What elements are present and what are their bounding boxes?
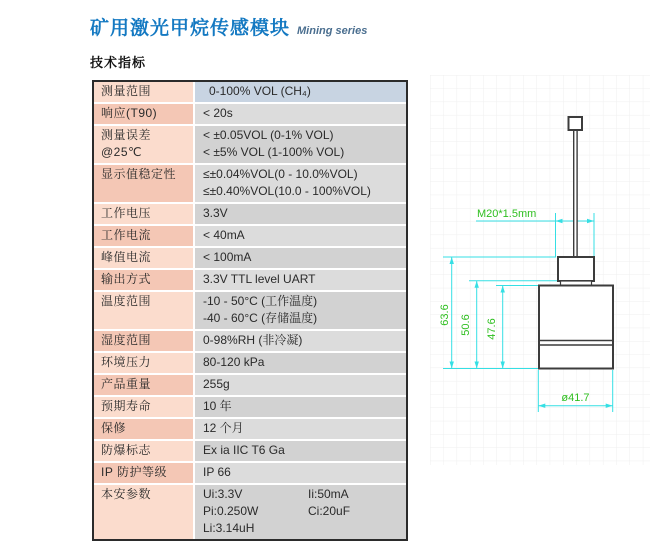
drawing-grid bbox=[430, 75, 650, 465]
dimension-drawing bbox=[430, 75, 650, 465]
mid-height-dim-label: 50.6 bbox=[460, 314, 472, 336]
spec-row bbox=[94, 268, 406, 290]
spec-value-line: 3.3V bbox=[203, 206, 228, 220]
spec-table bbox=[92, 80, 408, 541]
spec-value-line bbox=[203, 503, 404, 520]
spec-value-cell bbox=[195, 397, 406, 417]
spec-value-cell bbox=[195, 331, 406, 351]
spec-label-cell: 响应(T90) bbox=[94, 104, 195, 124]
header bbox=[90, 13, 367, 40]
spec-row bbox=[94, 202, 406, 224]
spec-value-part: Pi:0.250W bbox=[203, 504, 259, 518]
series-label: Mining series bbox=[297, 25, 368, 37]
sensor-body bbox=[539, 286, 613, 369]
spec-label-cell: 测量误差@25℃ bbox=[94, 126, 195, 163]
spec-value-cell bbox=[195, 248, 406, 268]
spec-label-cell: 工作电压 bbox=[94, 204, 195, 224]
spec-label-cell: 预期寿命 bbox=[94, 397, 195, 417]
thread-dim-label: M20*1.5mm bbox=[477, 208, 537, 220]
spec-row bbox=[94, 461, 406, 483]
spec-value-cell bbox=[195, 204, 406, 224]
spec-value-cell bbox=[195, 270, 406, 290]
spec-value-part: Ii:50mA bbox=[308, 487, 349, 501]
spec-value-cell bbox=[195, 126, 406, 163]
sensor-dimension-svg bbox=[430, 75, 650, 465]
spec-row bbox=[94, 163, 406, 202]
spec-label-cell: 测量范围 bbox=[94, 82, 195, 102]
spec-value-line: 12 个月 bbox=[203, 421, 244, 435]
spec-row bbox=[94, 290, 406, 329]
spec-value-cell bbox=[195, 419, 406, 439]
body-height-dim-label: 47.6 bbox=[486, 318, 498, 340]
spec-value-cell bbox=[195, 82, 406, 102]
spec-label-cell: 本安参数 bbox=[94, 485, 195, 539]
spec-value-line: Ex ia IIC T6 Ga bbox=[203, 443, 285, 457]
spec-value-part: Ui:3.3V bbox=[203, 487, 243, 501]
spec-value-line: < 100mA bbox=[203, 250, 252, 264]
spec-value-line: 0-98%RH (非冷凝) bbox=[203, 333, 303, 347]
spec-row bbox=[94, 439, 406, 461]
spec-value-line: -10 - 50°C (工作温度) bbox=[203, 294, 318, 308]
spec-value-part: Li:3.14uH bbox=[203, 521, 255, 535]
spec-value-line: ≤±0.04%VOL(0 - 10.0%VOL) bbox=[203, 167, 358, 181]
spec-row bbox=[94, 417, 406, 439]
spec-value-cell bbox=[195, 353, 406, 373]
spec-value-line: < ±5% VOL (1-100% VOL) bbox=[203, 145, 345, 159]
spec-value-cell bbox=[195, 463, 406, 483]
page-title: 矿用激光甲烷传感模块 bbox=[90, 18, 291, 39]
spec-row bbox=[94, 82, 406, 102]
spec-value-cell bbox=[195, 292, 406, 329]
sensor-antenna-tip bbox=[569, 117, 583, 130]
spec-row bbox=[94, 329, 406, 351]
sensor-thread-neck bbox=[558, 257, 594, 281]
sensor-antenna-rod bbox=[574, 130, 577, 257]
spec-row bbox=[94, 102, 406, 124]
diameter-dim-label: ø41.7 bbox=[561, 392, 590, 404]
spec-value-line: < 40mA bbox=[203, 228, 245, 242]
spec-label-cell: 湿度范围 bbox=[94, 331, 195, 351]
spec-label-cell: 防爆标志 bbox=[94, 441, 195, 461]
spec-label-cell: 环境压力 bbox=[94, 353, 195, 373]
spec-value-line: 3.3V TTL level UART bbox=[203, 272, 316, 286]
spec-value-cell bbox=[195, 485, 406, 539]
spec-value-line: < 20s bbox=[203, 106, 233, 120]
spec-label-cell: 输出方式 bbox=[94, 270, 195, 290]
spec-row bbox=[94, 483, 406, 539]
spec-label-cell: 峰值电流 bbox=[94, 248, 195, 268]
spec-row bbox=[94, 124, 406, 163]
spec-value-cell bbox=[195, 441, 406, 461]
spec-row bbox=[94, 395, 406, 417]
total-height-dim-label: 63.6 bbox=[439, 304, 451, 326]
spec-value-line: 10 年 bbox=[203, 399, 232, 413]
spec-value-line bbox=[203, 486, 404, 503]
spec-label-cell: 保修 bbox=[94, 419, 195, 439]
spec-value-cell bbox=[195, 375, 406, 395]
spec-value-cell bbox=[195, 104, 406, 124]
spec-value-cell bbox=[195, 165, 406, 202]
spec-label-cell: 产品重量 bbox=[94, 375, 195, 395]
spec-row bbox=[94, 373, 406, 395]
spec-label-cell: 显示值稳定性 bbox=[94, 165, 195, 202]
spec-label-cell: 温度范围 bbox=[94, 292, 195, 329]
spec-row bbox=[94, 224, 406, 246]
spec-value-cell bbox=[195, 226, 406, 246]
spec-value-line: 0-100% VOL (CH₄) bbox=[209, 84, 311, 98]
spec-value-part: Ci:20uF bbox=[308, 504, 351, 518]
spec-value-line: 80-120 kPa bbox=[203, 355, 265, 369]
spec-value-line: 255g bbox=[203, 377, 230, 391]
spec-value-line: -40 - 60°C (存储温度) bbox=[203, 311, 318, 325]
spec-row bbox=[94, 351, 406, 373]
section-title: 技术指标 bbox=[90, 55, 147, 70]
spec-value-line bbox=[203, 520, 404, 537]
spec-value-line: IP 66 bbox=[203, 465, 231, 479]
spec-value-line: ≤±0.40%VOL(10.0 - 100%VOL) bbox=[203, 184, 371, 198]
spec-label-cell: 工作电流 bbox=[94, 226, 195, 246]
spec-row bbox=[94, 246, 406, 268]
spec-label-cell: IP 防护等级 bbox=[94, 463, 195, 483]
spec-value-line: < ±0.05VOL (0-1% VOL) bbox=[203, 128, 334, 142]
